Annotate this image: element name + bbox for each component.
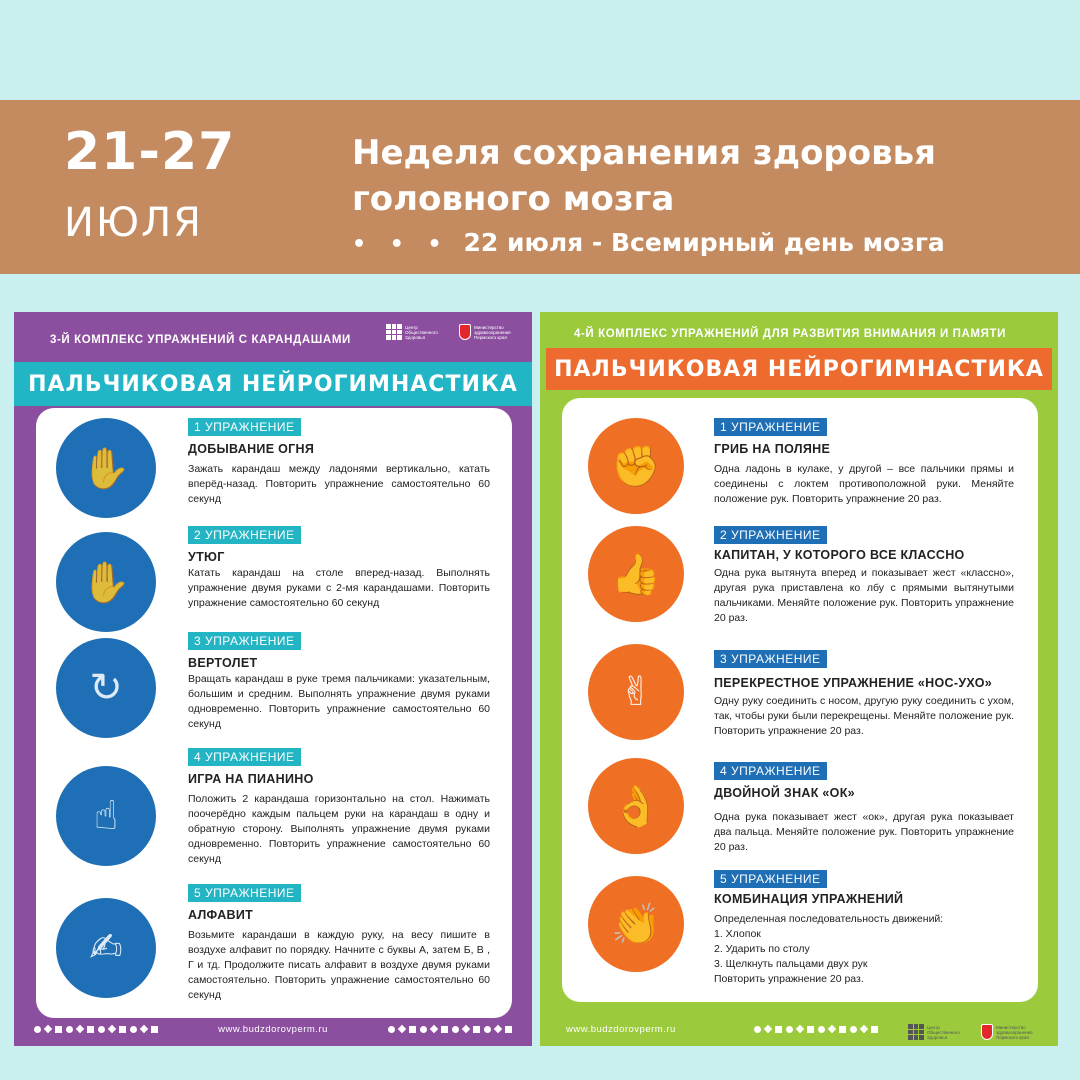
hands-pencil-icon: ✋ (56, 418, 156, 518)
website-link[interactable]: www.budzdorovperm.ru (566, 1023, 676, 1035)
bullet-dots: • • • (352, 232, 450, 257)
exercise-badge: 5 УПРАЖНЕНИЕ (188, 884, 301, 902)
banner-title-line1: Неделя сохранения здоровья (352, 133, 936, 173)
decorative-shapes (388, 1026, 512, 1033)
mushroom-hands-icon: ✊ (588, 418, 684, 514)
exercise-description: Одна рука вытянута вперед и показывает жест «классно», другая рука приставлена ко лбу с прямыми вытянутыми пальчиками. Меняйте положение рук. Повторить упражнение 20 раз. (714, 567, 1014, 624)
exercise-title: КАПИТАН, У КОТОРОГО ВСЕ КЛАССНО (714, 548, 965, 562)
health-center-logo: Центр Общественного Здоровья (908, 1024, 971, 1040)
exercise-title: АЛФАВИТ (188, 908, 254, 922)
list-item: 1. Хлопок (714, 928, 761, 940)
poster-header-text: 4-Й КОМПЛЕКС УПРАЖНЕНИЙ ДЛЯ РАЗВИТИЯ ВНИМАНИЯ И ПАМЯТИ (574, 328, 1006, 340)
exercise-title: УТЮГ (188, 550, 225, 564)
exercise-title: ДОБЫВАНИЕ ОГНЯ (188, 442, 315, 456)
exercise-badge: 5 УПРАЖНЕНИЕ (714, 870, 827, 888)
poster-attention-memory (540, 312, 1058, 1046)
exercise-badge: 3 УПРАЖНЕНИЕ (188, 632, 301, 650)
exercise-description: Одна рука показывает жест «ок», другая рука показывает два пальца. Меняйте положение рук. Повторить упражнение 20 раз. (714, 811, 1014, 853)
exercise-description: Одна ладонь в кулаке, у другой – все пальчики прямы и соединены с локтем противоположной руки. Меняйте положение рук. Повторить упражнение 20 раз. (714, 463, 1014, 505)
banner-subtitle (352, 228, 945, 257)
poster-logos (908, 1024, 1040, 1040)
poster-footer (566, 1022, 878, 1036)
exercise-badge: 3 УПРАЖНЕНИЕ (714, 650, 827, 668)
banner-title-line2: головного мозга (352, 179, 675, 219)
decorative-shapes (754, 1026, 878, 1033)
ministry-logo: Министерство здравоохранения Пермского края (981, 1024, 1040, 1040)
exercise-badge: 1 УПРАЖНЕНИЕ (714, 418, 827, 436)
hand-writing-icon: ✍ (56, 898, 156, 998)
list-item: 3. Щелкнуть пальцами двух рук (714, 958, 868, 970)
banner-title (352, 130, 992, 222)
header-banner (0, 100, 1080, 274)
website-link[interactable]: www.budzdorovperm.ru (218, 1023, 328, 1035)
hands-rolling-icon: ✋ (56, 532, 156, 632)
poster-footer (34, 1022, 512, 1036)
exercise-badge: 2 УПРАЖНЕНИЕ (714, 526, 827, 544)
poster-title: ПАЛЬЧИКОВАЯ НЕЙРОГИМНАСТИКА (14, 362, 532, 406)
crossed-hands-icon: ✌ (588, 644, 684, 740)
thumbs-up-icon: 👍 (588, 526, 684, 622)
date-month: ИЮЛЯ (64, 200, 203, 246)
poster-header-text: 3-Й КОМПЛЕКС УПРАЖНЕНИЙ С КАРАНДАШАМИ (50, 334, 351, 346)
poster-title: ПАЛЬЧИКОВАЯ НЕЙРОГИМНАСТИКА (546, 348, 1052, 390)
clap-hands-icon: 👏 (588, 876, 684, 972)
exercise-description: Зажать карандаш между ладонями вертикально, катать вперёд-назад. Повторить упражнение самостоятельно 60 секунд (188, 463, 490, 505)
ministry-logo: Министерство здравоохранения Пермского края (459, 324, 518, 340)
exercise-title: ДВОЙНОЙ ЗНАК «ОК» (714, 786, 855, 800)
exercise-badge: 2 УПРАЖНЕНИЕ (188, 526, 301, 544)
exercise-description: Положить 2 карандаша горизонтально на стол. Нажимать поочерёдно каждым пальцем руки на карандаш в одну и обратную сторону. Выполнять упражнение двумя руками одновременно. Повторить упражнение самостоятельно 60 секунд (188, 793, 490, 865)
exercise-badge: 4 УПРАЖНЕНИЕ (714, 762, 827, 780)
hand-rotating-icon: ↻ (56, 638, 156, 738)
exercise-description: Возьмите карандаши в каждую руку, на весу пишите в воздухе алфавит по порядку. Начните с буквы А, затем Б, В , Г и тд. Продолжите писать алфавит в воздухе двумя руками самостоятельно. Повторить упражнение самостоятельно 60 секунд (188, 929, 490, 1001)
hand-piano-icon: ☝ (56, 766, 156, 866)
exercise-title: ИГРА НА ПИАНИНО (188, 772, 314, 786)
exercise-description: Вращать карандаш в руке тремя пальчиками: указательным, большим и средним. Выполнять упражнение двумя руками одновременно. Повторить упражнение самостоятельно 60 секунд (188, 673, 490, 730)
exercise-card (562, 398, 1038, 1002)
list-item: 2. Ударить по столу (714, 943, 810, 955)
exercise-title: КОМБИНАЦИЯ УПРАЖНЕНИЙ (714, 892, 904, 906)
list-item: Повторить упражнение 20 раз. (714, 973, 864, 985)
health-center-logo: Центр Общественного Здоровья (386, 324, 449, 340)
banner-subtitle-text: 22 июля - Всемирный день мозга (463, 228, 945, 257)
exercise-badge: 4 УПРАЖНЕНИЕ (188, 748, 301, 766)
poster-header (14, 312, 532, 362)
poster-pencil-exercises (14, 312, 532, 1046)
ok-sign-icon: 👌 (588, 758, 684, 854)
exercise-card (36, 408, 512, 1018)
exercise-title: ПЕРЕКРЕСТНОЕ УПРАЖНЕНИЕ «НОС-УХО» (714, 676, 992, 690)
exercise-title: ГРИБ НА ПОЛЯНЕ (714, 442, 831, 456)
date-range: 21-27 (64, 122, 236, 182)
exercise-title: ВЕРТОЛЕТ (188, 656, 258, 670)
exercise-badge: 1 УПРАЖНЕНИЕ (188, 418, 301, 436)
poster-logos (386, 324, 518, 340)
exercise-description: Определенная последовательность движений: 1. Хлопок 2. Ударить по столу 3. Щелкнуть пальцами двух рук Повторить упражнение 20 раз. (714, 912, 1014, 987)
exercise-description: Катать карандаш на столе вперед-назад. Выполнять упражнение двумя руками с 2-мя карандашами. Повторить упражнение самостоятельно 60 секунд (188, 567, 490, 609)
decorative-shapes (34, 1026, 158, 1033)
emblem-icon (981, 1024, 993, 1040)
exercise-description: Одну руку соединить с носом, другую руку соединить с ухом, так, чтобы руки были перекрещены. Меняйте положение рук. Повторить упражнение 20 раз. (714, 695, 1014, 737)
emblem-icon (459, 324, 471, 340)
